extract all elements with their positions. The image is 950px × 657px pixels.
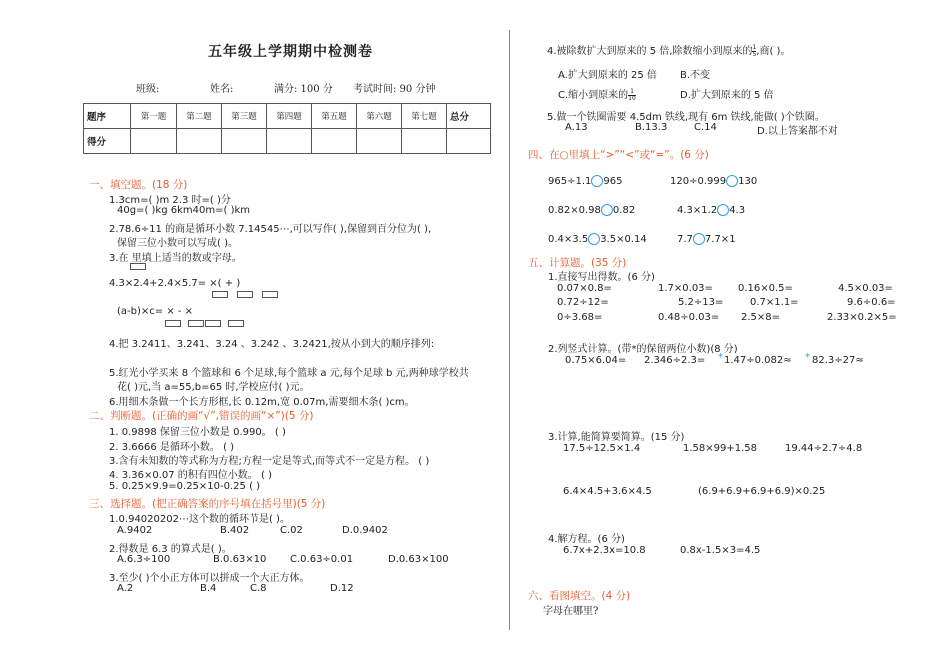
score-header-cell: 第六题 — [357, 104, 402, 129]
calc-item: 6.4×4.5+3.6×4.5 — [563, 486, 652, 497]
score-header-cell: 第二题 — [177, 104, 222, 129]
score-input-cell[interactable] — [222, 129, 267, 154]
compare-right: 0.82 — [612, 205, 636, 216]
calc-item: 82.3÷27≈ — [812, 355, 864, 366]
question-line: 40g=( )kg 6km40m=( )km — [117, 205, 251, 216]
section-heading: 二、判断题。(正确的画“√”,错误的画“×”)(5 分) — [89, 410, 314, 422]
fill-box — [205, 320, 221, 327]
choice-question: 2.得数是 6.3 的算式是( )。 — [109, 544, 232, 555]
compare-right: 7.7×1 — [704, 234, 736, 245]
score-input-cell[interactable] — [177, 129, 222, 154]
calc-item: 0÷3.68= — [557, 312, 603, 323]
calc-item: 0.75×6.04= — [565, 355, 627, 366]
score-input-cell[interactable] — [312, 129, 357, 154]
fraction-denominator: 5 — [752, 50, 757, 58]
compare-left: 7.7 — [677, 234, 693, 245]
compare-circle[interactable] — [693, 233, 705, 245]
compare-left: 120÷0.999 — [670, 176, 727, 187]
sub-question: 4.解方程。(6 分) — [548, 534, 625, 545]
sub-question: 2.列竖式计算。(带*的保留两位小数)(8 分) — [548, 344, 738, 355]
fill-box — [237, 291, 253, 298]
section-heading: 四、在○里填上“>”“<”或“=”。(6 分) — [528, 149, 709, 161]
calc-item: 0.07×0.8= — [557, 283, 612, 294]
compare-item — [548, 175, 622, 187]
calc-item: 2.33×0.2×5= — [827, 312, 897, 323]
question-line: 保留三位小数可以写成( )。 — [117, 238, 238, 249]
q4-text: 4.被除数扩大到原来的 5 倍,除数缩小到原来的 — [547, 46, 753, 57]
compare-item — [677, 204, 745, 216]
asterisk-mark: * — [718, 352, 723, 363]
score-header-cell: 第三题 — [222, 104, 267, 129]
score-header-cell: 第七题 — [402, 104, 447, 129]
calc-item: 0.16×0.5= — [738, 283, 793, 294]
calc-item: 1.7×0.03= — [658, 283, 713, 294]
choice-option: D.扩大到原来的 5 倍 — [680, 90, 774, 101]
choice-option: A.13 — [565, 122, 588, 133]
compare-item — [548, 233, 647, 245]
score-header-cell: 第五题 — [312, 104, 357, 129]
score-input-cell[interactable] — [447, 129, 491, 154]
question-line: 6.用细木条做一个长方形框,长 0.12m,宽 0.07m,需要细木条( )cm。 — [109, 397, 415, 408]
score-input-cell[interactable] — [267, 129, 312, 154]
compare-right: 130 — [738, 176, 758, 187]
asterisk-mark: * — [805, 352, 810, 363]
fill-box — [188, 320, 204, 327]
section-heading: 一、填空题。(18 分) — [89, 179, 188, 191]
calc-item: 2.346÷2.3= — [644, 355, 706, 366]
calc-item: 0.7×1.1= — [750, 297, 799, 308]
judge-item: 5. 0.25×9.9=0.25×10-0.25 ( ) — [109, 481, 261, 492]
score-input-cell[interactable] — [357, 129, 402, 154]
compare-circle[interactable] — [588, 233, 600, 245]
compare-left: 4.3×1.2 — [677, 205, 718, 216]
calc-item: (6.9+6.9+6.9+6.9)×0.25 — [698, 486, 826, 497]
calc-item: 4.5×0.03= — [838, 283, 893, 294]
info-exam-time: 考试时间: 90 分钟 — [353, 84, 436, 95]
choice-option: B.402 — [220, 525, 250, 536]
section-heading: 三、选择题。(把正确答案的序号填在括号里)(5 分) — [89, 498, 326, 510]
judge-item: 1. 0.9898 保留三位小数是 0.990。 ( ) — [109, 427, 286, 438]
q4-text-end: ,商( )。 — [756, 46, 791, 57]
choice-option: B.不变 — [680, 70, 711, 81]
choice-question: 1.0.94020202⋯这个数的循环节是( )。 — [109, 514, 290, 525]
compare-right: 3.5×0.14 — [600, 234, 647, 245]
calc-item: 0.48÷0.03= — [658, 312, 720, 323]
fraction-numerator: 1 — [630, 87, 634, 95]
choice-option: B.13.3 — [635, 122, 668, 133]
compare-left: 0.82×0.98 — [548, 205, 601, 216]
choice-option: C.02 — [280, 525, 303, 536]
calc-item: 1.47÷0.082≈ — [724, 355, 792, 366]
sub-question: 1.直接写出得数。(6 分) — [548, 272, 655, 283]
info-name: 姓名: — [210, 84, 234, 95]
question-line: 花( )元,当 a=55,b=65 时,学校应付( )元。 — [117, 382, 310, 393]
choice-option: A.9402 — [117, 525, 153, 536]
compare-item — [548, 204, 635, 216]
compare-circle[interactable] — [726, 175, 738, 187]
choice-option: A.2 — [117, 583, 134, 594]
question-line: 字母在哪里? — [543, 606, 599, 617]
fill-box — [228, 320, 244, 327]
equation-item: 0.8x-1.5×3=4.5 — [680, 545, 761, 556]
compare-right: 4.3 — [729, 205, 746, 216]
question-line: 4.把 3.2411、3.241、3.24 、3.242 、3.2421,按从小到大的顺序排列: — [109, 339, 435, 350]
judge-item: 2. 3.6666 是循环小数。 ( ) — [109, 442, 235, 453]
compare-circle[interactable] — [601, 204, 613, 216]
calc-item: 0.72÷12= — [557, 297, 609, 308]
compare-circle[interactable] — [591, 175, 603, 187]
calc-item: 19.44÷2.7÷4.8 — [785, 443, 863, 454]
score-input-cell[interactable] — [131, 129, 177, 154]
fill-box — [212, 291, 228, 298]
calc-item: 1.58×99+1.58 — [683, 443, 758, 454]
score-table — [83, 103, 491, 154]
choice-option: C.14 — [694, 122, 717, 133]
choice-option: D.12 — [330, 583, 354, 594]
choice-option: D.以上答案都不对 — [757, 126, 838, 137]
fraction-denominator: 10 — [628, 94, 636, 102]
choice-option: C.8 — [250, 583, 267, 594]
judge-item: 4. 3.36×0.07 的积有四位小数。 ( ) — [109, 470, 272, 481]
compare-left: 965÷1.1 — [548, 176, 592, 187]
question-line: 3.在 里填上适当的数或字母。 — [109, 253, 242, 264]
score-header-cell: 题序 — [84, 104, 131, 129]
choice-question: 3.至少( )个小正方体可以拼成一个大正方体。 — [109, 573, 310, 584]
choice-question — [547, 42, 790, 58]
fill-box — [130, 263, 146, 270]
calc-item: 5.2÷13= — [678, 297, 724, 308]
question-line: (a-b)×c= × - × — [117, 306, 194, 317]
fraction-numerator: 1 — [752, 43, 757, 51]
compare-item — [677, 233, 736, 245]
calc-item: 17.5÷12.5×1.4 — [563, 443, 641, 454]
compare-right: 965 — [603, 176, 623, 187]
judge-item: 3.含有未知数的等式称为方程;方程一定是等式,而等式不一定是方程。 ( ) — [109, 456, 430, 467]
score-row-label: 得分 — [84, 129, 131, 154]
section-heading: 六、看图填空。(4 分) — [528, 590, 631, 602]
question-line: 5.红光小学买来 8 个篮球和 6 个足球,每个篮球 a 元,每个足球 b 元,两种球学校共 — [109, 368, 469, 379]
question-line: 1.3cm=( )m 2.3 时=( )分 — [109, 195, 231, 206]
option-text: C.缩小到原来的 — [558, 90, 629, 101]
choice-option — [558, 86, 636, 102]
choice-option: A.6.3÷100 — [117, 554, 171, 565]
page-title: 五年级上学期期中检测卷 — [208, 44, 373, 60]
fill-box — [165, 320, 181, 327]
choice-option: A.扩大到原来的 25 倍 — [558, 70, 657, 81]
question-line: 4.3×2.4+2.4×5.7= ×( + ) — [109, 278, 241, 289]
sub-question: 3.计算,能简算要简算。(15 分) — [548, 432, 685, 443]
calc-item: 9.6÷0.6= — [847, 297, 896, 308]
score-header-cell: 总分 — [447, 104, 491, 129]
compare-circle[interactable] — [717, 204, 729, 216]
choice-option: B.4 — [200, 583, 217, 594]
compare-item — [670, 175, 757, 187]
score-input-cell[interactable] — [402, 129, 447, 154]
choice-question: 5.做一个铁圈需要 4.5dm 铁线,现有 6m 铁线,能做( )个铁圈。 — [547, 112, 825, 123]
info-class: 班级: — [136, 84, 160, 95]
column-divider — [509, 30, 510, 630]
choice-option: D.0.63×100 — [388, 554, 449, 565]
equation-item: 6.7x+2.3x=10.8 — [563, 545, 646, 556]
score-header-cell: 第一题 — [131, 104, 177, 129]
choice-option: D.0.9402 — [342, 525, 388, 536]
fill-box — [262, 291, 278, 298]
info-full-score: 满分: 100 分 — [274, 84, 333, 95]
calc-item: 2.5×8= — [741, 312, 781, 323]
section-heading: 五、计算题。(35 分) — [528, 257, 627, 269]
score-header-cell: 第四题 — [267, 104, 312, 129]
fraction — [628, 89, 636, 102]
choice-option: C.0.63÷0.01 — [290, 554, 354, 565]
choice-option: B.0.63×10 — [213, 554, 267, 565]
question-line: 2.78.6÷11 的商是循环小数 7.14545⋯,可以写作( ),保留到百分位为( ), — [109, 224, 432, 235]
compare-left: 0.4×3.5 — [548, 234, 589, 245]
